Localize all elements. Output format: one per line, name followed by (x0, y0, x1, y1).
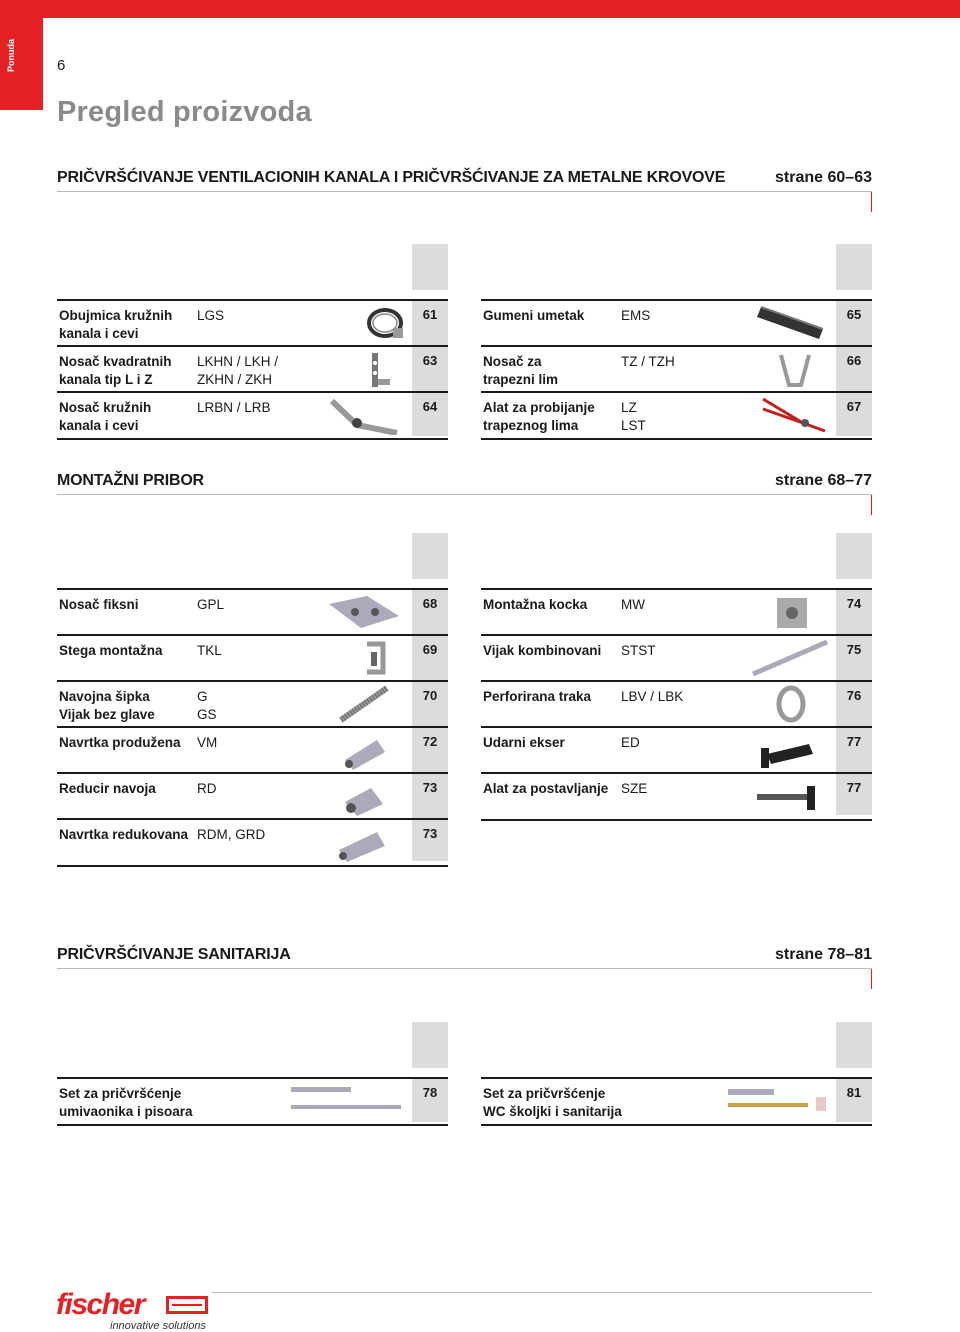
product-row (57, 391, 448, 440)
product-name: Set za pričvršćenje WC školjki i sanitarija (483, 1086, 622, 1119)
product-code: EMS (621, 308, 651, 323)
product-page: 63 (422, 353, 438, 368)
product-row (57, 818, 448, 867)
product-page: 64 (422, 399, 438, 414)
product-page: 73 (422, 780, 438, 795)
bracket-icon (327, 349, 407, 389)
product-row (481, 1077, 872, 1126)
page-column-header (412, 1022, 448, 1068)
page-column-header (412, 244, 448, 290)
product-page: 69 (422, 642, 438, 657)
product-code: LRBN / LRB (197, 400, 271, 415)
page-column-header (836, 1022, 872, 1068)
product-name: Udarni ekser (483, 735, 565, 750)
product-page: 77 (846, 734, 862, 749)
product-row (57, 299, 448, 346)
product-row (481, 391, 872, 440)
product-page: 67 (846, 399, 862, 414)
footer-rule (212, 1292, 872, 1293)
product-row (57, 588, 448, 635)
rubber-strip-icon (751, 303, 831, 343)
product-name: Stega montažna (59, 643, 163, 658)
product-name: Vijak kombinovani (483, 643, 602, 658)
extension-nut-icon (327, 730, 407, 770)
combi-screw-icon (751, 638, 831, 678)
product-name: Navrtka produžena (59, 735, 181, 750)
clamp-ring-icon (327, 303, 407, 343)
product-page: 76 (846, 688, 862, 703)
product-code: TKL (197, 643, 222, 658)
product-name: Reducir navoja (59, 781, 156, 796)
section-pages: strane 78–81 (775, 946, 872, 963)
page-column-header (836, 244, 872, 290)
product-page: 75 (846, 642, 862, 657)
product-name: Montažna kocka (483, 597, 588, 612)
product-code: RDM, GRD (197, 827, 266, 842)
section-title: PRIČVRŠĆIVANJE SANITARIJA (57, 946, 291, 963)
product-code: ED (621, 735, 640, 750)
wc-set-icon (703, 1081, 833, 1121)
thread-reducer-icon (327, 776, 407, 816)
section-ventilation (57, 169, 872, 433)
product-page: 65 (846, 307, 862, 322)
product-row (57, 726, 448, 773)
top-red-bar (0, 0, 960, 18)
product-row (57, 345, 448, 392)
section-title: MONTAŽNI PRIBOR (57, 472, 204, 489)
product-page: 70 (422, 688, 438, 703)
page-column-header (412, 533, 448, 579)
perforated-band-icon (751, 684, 831, 724)
product-code: LGS (197, 308, 225, 323)
product-page: 72 (422, 734, 438, 749)
product-row (481, 634, 872, 681)
product-row (57, 680, 448, 727)
fischer-badge-icon (166, 1296, 208, 1314)
product-page: 81 (846, 1085, 862, 1100)
product-code: LZ LST (621, 400, 646, 433)
product-page: 73 (422, 826, 438, 841)
product-code: TZ / TZH (621, 354, 675, 369)
product-name: Set za pričvršćenje umivaonika i pisoara (59, 1086, 193, 1119)
product-name: Alat za postavljanje (483, 781, 609, 796)
mounting-plate-icon (327, 592, 407, 632)
punch-tool-icon (751, 395, 831, 435)
section-pages: strane 60–63 (775, 169, 872, 186)
product-code: SZE (621, 781, 648, 796)
product-page: 77 (846, 780, 862, 795)
product-page: 78 (422, 1085, 438, 1100)
section-pages: strane 68–77 (775, 472, 872, 489)
product-name: Nosač kvadratnih kanala tip L i Z (59, 354, 172, 387)
red-marker (871, 495, 872, 515)
clamp-icon (327, 638, 407, 678)
section-mounting-accessories (57, 472, 872, 842)
hanger-icon (327, 395, 407, 435)
product-row (481, 299, 872, 346)
page-number: 6 (57, 57, 66, 74)
product-row (481, 345, 872, 392)
product-code: G GS (197, 689, 217, 722)
red-marker (871, 969, 872, 989)
product-page: 66 (846, 353, 862, 368)
product-row (57, 634, 448, 681)
product-name: Perforirana traka (483, 689, 592, 704)
product-row (57, 1077, 448, 1126)
product-row (481, 726, 872, 773)
product-name: Nosač kružnih kanala i cevi (59, 400, 152, 433)
section-header (57, 472, 872, 495)
setting-tool-icon (751, 776, 831, 816)
side-tab-label: Ponuda (6, 39, 16, 72)
fischer-logo: fischer (56, 1288, 144, 1321)
product-name: Nosač za trapezni lim (483, 354, 559, 387)
product-page: 74 (846, 596, 862, 611)
hammer-fixing-icon (751, 730, 831, 770)
threaded-rod-icon (327, 684, 407, 724)
product-row (57, 772, 448, 819)
trapez-hanger-icon (751, 349, 831, 389)
page-title: Pregled proizvoda (57, 96, 312, 128)
section-header (57, 169, 872, 192)
section-sanitary (57, 946, 872, 1119)
product-code: MW (621, 597, 645, 612)
product-code: LBV / LBK (621, 689, 684, 704)
side-tab (0, 0, 43, 110)
product-code: VM (197, 735, 218, 750)
product-name: Obujmica kružnih kanala i cevi (59, 308, 173, 341)
product-row (481, 588, 872, 635)
product-code: STST (621, 643, 656, 658)
product-name: Navrtka redukovana (59, 827, 189, 842)
product-code: RD (197, 781, 217, 796)
reduced-nut-icon (327, 822, 407, 862)
red-marker (871, 192, 872, 212)
product-row (481, 772, 872, 821)
section-header (57, 946, 872, 969)
mounting-cube-icon (751, 592, 831, 632)
sanitary-set-icon (261, 1081, 401, 1121)
product-row (481, 680, 872, 727)
product-name: Alat za probijanje trapeznog lima (483, 400, 595, 433)
product-page: 61 (422, 307, 438, 322)
section-title: PRIČVRŠĆIVANJE VENTILACIONIH KANALA I PRIČVRŠĆIVANJE ZA METALNE KROVOVE (57, 169, 726, 186)
product-code: GPL (197, 597, 225, 612)
product-name: Nosač fiksni (59, 597, 139, 612)
slogan: innovative solutions (110, 1320, 207, 1332)
product-name: Gumeni umetak (483, 308, 585, 323)
product-code: LKHN / LKH / ZKHN / ZKH (197, 354, 279, 387)
product-page: 68 (422, 596, 438, 611)
product-name: Navojna šipka Vijak bez glave (59, 689, 155, 722)
page-column-header (836, 533, 872, 579)
